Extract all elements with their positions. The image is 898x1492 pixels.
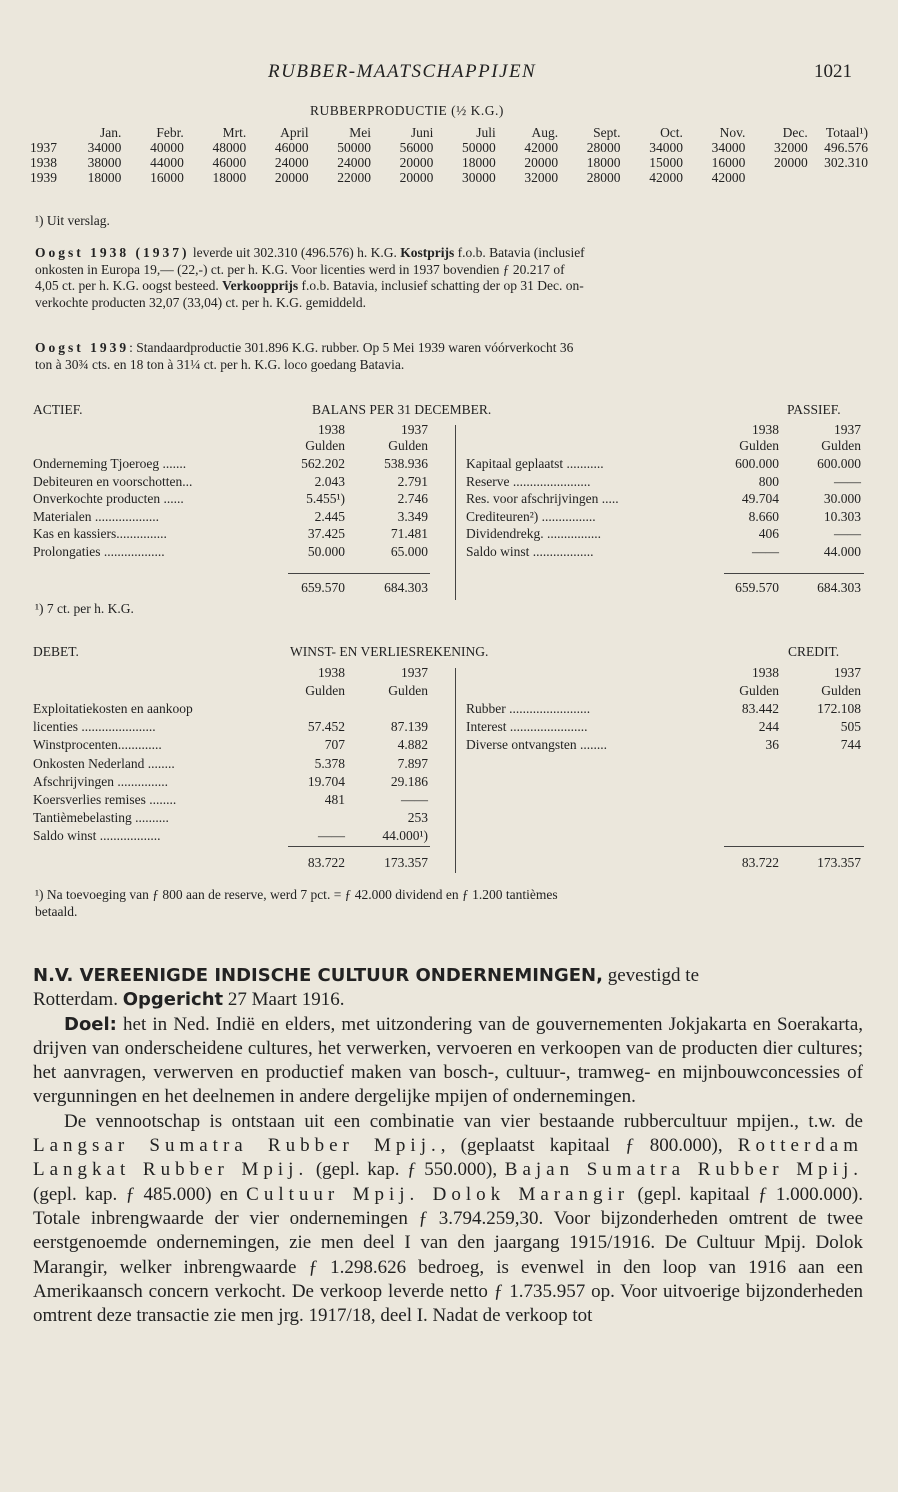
- ledger-label: Reserve .......................: [466, 473, 591, 489]
- production-cell: 50000: [462, 140, 496, 155]
- oogst-1939-lead: Oogst 1939: [35, 340, 130, 355]
- ledger-value-1937: 538.936: [384, 456, 428, 471]
- ledger-value-1937: 3.349: [397, 508, 428, 524]
- production-cell: 24000: [337, 155, 371, 170]
- production-cell: 28000: [586, 140, 621, 155]
- production-row: [30, 170, 868, 185]
- company-section: N.V. VEREENIGDE INDISCHE CULTUUR ONDERNEMINGEN, gevestigd te Rotterdam. Opgericht 27 Maart 1916. Doel: het in Ned. Indië en elders, met uitzondering van de gouvernementen Jokjakarta en Soerakarta, drijven van onderscheidene cultures, het verwerken, vervoeren en verkoopen van de producten dier cultures; het aanvragen, verwerven en productief maken van bosch-, cultuur-, tramweg- en mijnbouwconcessies of vergunningen en het deelnemen in andere dergelijke mpijen of ondernemingen. De vennootschap is ontstaan uit een combinatie van vier bestaande rubbercultuur mpijen., t.w. de Langsar Sumatra Rubber Mpij., (geplaatst kapitaal ƒ 800.000), Rotterdam Langkat Rubber Mpij. (gepl. kap. ƒ 550.000), Bajan Sumatra Rubber Mpij. (gepl. kap. ƒ 485.000) en Cultuur Mpij. Dolok Marangir (gepl. kapitaal ƒ 1.000.000). Totale inbrengwaarde der vier ondernemingen ƒ 3.794.259,30. Voor bijzonderheden omtrent de twee eerstgenoemde ondernemingen, zie men deel I van den jaargang 1915/1916. De Cultuur Mpij. Dolok Marangir, welker inbrengwaarde ƒ 1.298.626 bedroeg, is evenwel in den loop van 1916 aan een Amerikaansch concern verkocht. De verkoop leverde netto ƒ 1.735.957 op. Voor uitvoerige bijzonderheden omtrent deze transactie zie men jrg. 1917/18, deel I. Nadat de verkoop tot: [33, 965, 863, 1327]
- production-cell: 38000: [87, 155, 122, 170]
- ledger-label: Onkosten Nederland ........: [33, 755, 175, 771]
- ledger-label: Res. voor afschrijvingen .....: [466, 491, 619, 507]
- ledger-value-1937: 44.000¹): [382, 828, 428, 844]
- ledger-value-1937: 2.746: [397, 491, 428, 507]
- opgericht-label: Opgericht: [122, 989, 224, 1011]
- month-header: April: [280, 125, 309, 140]
- oogst-1938-lead: Oogst 1938 (1937): [35, 245, 190, 260]
- month-header: Juni: [410, 125, 434, 140]
- production-cell: 18000: [212, 170, 247, 185]
- production-cell: 30000: [462, 170, 496, 185]
- month-header: Mei: [349, 125, 371, 140]
- production-footnote: ¹) Uit verslag.: [35, 213, 110, 228]
- company-ref-4: Cultuur Mpij. Dolok Marangir: [246, 1183, 630, 1205]
- production-cell: 34000: [711, 140, 746, 155]
- ledger-value-1938: 562.202: [301, 456, 345, 471]
- pl-total-rule-left: [288, 846, 430, 847]
- production-cell: 42000: [524, 140, 559, 155]
- company-ref-1: Langsar Sumatra Rubber Mpij.: [33, 1135, 441, 1157]
- ledger-value-1938: 57.452: [307, 719, 345, 735]
- ledger-value-1938: 707: [324, 737, 345, 753]
- production-cell: [808, 170, 868, 185]
- balance-left-heading: ACTIEF.: [33, 402, 83, 417]
- ledger-label: Materialen ...................: [33, 508, 159, 524]
- ledger-label: Tantièmebelasting ..........: [33, 810, 169, 826]
- company-ref-3: Bajan Sumatra Rubber Mpij.: [504, 1159, 863, 1181]
- production-header-row: [30, 125, 868, 140]
- production-cell: 42000: [711, 170, 746, 185]
- month-header: Nov.: [719, 125, 746, 140]
- page-number: 1021: [814, 61, 852, 82]
- production-cell: 18000: [462, 155, 496, 170]
- ledger-value-1938: ——: [318, 828, 345, 844]
- ledger-value-1938: 481: [324, 792, 345, 807]
- ledger-label: Saldo winst ..................: [466, 544, 594, 559]
- production-cell: 20000: [399, 155, 434, 170]
- month-header: Oct.: [660, 125, 683, 140]
- ledger-label: Debiteuren en voorschotten...: [33, 473, 193, 489]
- month-header: Aug.: [531, 125, 559, 140]
- ledger-value-1938: 600.000: [735, 456, 779, 471]
- production-cell: 18000: [87, 170, 122, 185]
- month-header: Mrt.: [222, 125, 247, 140]
- balance-right-heading: PASSIEF.: [787, 402, 841, 417]
- oogst-1939-paragraph: Oogst 1939: Standaardproductie 301.896 K.G. rubber. Op 5 Mei 1939 waren vóórverkocht 36 ton à 30¾ cts. en 18 ton à 31¼ ct. per h. K.G. loco goedang Batavia.: [35, 340, 574, 372]
- ledger-value-1938: 5.378: [314, 755, 345, 771]
- oogst-1938-paragraph: Oogst 1938 (1937) leverde uit 302.310 (496.576) h. K.G. Kostprijs f.o.b. Batavia (inclusief onkosten in Europa 19,— (22,-) ct. per h. K.G. Voor licenties werd in 1937 bovendien ƒ 20.217 of 4,05 ct. per h. K.G. oogst besteed. Verkoopprijs f.o.b. Batavia, inclusief schatting der op 31 Dec. on- verkochte producten 32,07 (33,04) ct. per h. K.G. gemiddeld.: [35, 245, 585, 310]
- ledger-label: Koersverlies remises ........: [33, 792, 177, 807]
- production-cell: 46000: [212, 155, 247, 170]
- running-header-title: RUBBER-MAATSCHAPPIJEN: [268, 61, 537, 82]
- ledger-value-1938: 83.442: [741, 701, 779, 716]
- ledger-value-1937: 7.897: [397, 755, 428, 771]
- year-header-cell: [30, 125, 65, 140]
- ledger-label: Rubber ........................: [466, 701, 591, 716]
- pl-total-rule-right: [724, 846, 864, 847]
- ledger-value-1937: 30.000: [823, 491, 861, 507]
- production-table: [30, 125, 868, 185]
- balance-title: BALANS PER 31 DECEMBER.: [312, 402, 492, 417]
- balance-total-rule-left: [288, 573, 430, 574]
- production-cell: 48000: [212, 140, 247, 155]
- ledger-label: Dividendrekg. ................: [466, 526, 601, 542]
- pl-right-heading: CREDIT.: [788, 644, 840, 659]
- kostprijs-label: Kostprijs: [400, 245, 455, 260]
- ledger-value-1938: 2.445: [314, 508, 345, 524]
- balance-footnote: ¹) 7 ct. per h. K.G.: [35, 601, 134, 616]
- production-cell: 18000: [586, 155, 621, 170]
- ledger-value-1937: 2.791: [397, 473, 428, 489]
- production-cell: 50000: [337, 140, 371, 155]
- production-row: [30, 155, 868, 170]
- production-year: 1937: [30, 140, 57, 155]
- ledger-label: Afschrijvingen ...............: [33, 773, 168, 789]
- ledger-value-1937: 253: [407, 810, 428, 826]
- ledger-value-1937: 744: [840, 737, 861, 753]
- ledger-label: Interest .......................: [466, 719, 588, 735]
- doel-label: Doel:: [64, 1013, 117, 1035]
- pl-left-heading: DEBET.: [33, 644, 79, 659]
- production-cell: 24000: [274, 155, 309, 170]
- pl-footnote: ¹) Na toevoeging van ƒ 800 aan de reserve, werd 7 pct. = ƒ 42.000 dividend en ƒ 1.200 tantièmes betaald.: [35, 887, 558, 919]
- production-cell: 56000: [399, 140, 434, 155]
- ledger-value-1937: 29.186: [390, 773, 428, 789]
- production-title: RUBBERPRODUCTIE (½ K.G.): [310, 103, 504, 118]
- ledger-label: Kapitaal geplaatst ...........: [466, 456, 604, 471]
- ledger-value-1937: 4.882: [397, 737, 428, 753]
- ledger-label: Winstprocenten.............: [33, 737, 162, 753]
- ledger-label: Kas en kassiers...............: [33, 526, 167, 542]
- ledger-value-1937: ——: [834, 526, 861, 542]
- production-cell: 496.576: [824, 140, 868, 155]
- month-header: Dec.: [782, 125, 808, 140]
- production-cell: 32000: [524, 170, 559, 185]
- month-header: Febr.: [156, 125, 184, 140]
- production-cell: 20000: [274, 170, 309, 185]
- ledger-label: Onderneming Tjoeroeg .......: [33, 456, 187, 471]
- page: RUBBER-MAATSCHAPPIJEN 1021 RUBBERPRODUCTIE (½ K.G.) Jan. Febr. Mrt. April Mei Juni Juli Aug. Sept. Oct. Nov. Dec. Totaal¹) 1937 34000 40000 48000 46000 50000 56000 50000 42000 28000 34000 34000 32000 496.576 1938 38000 44000 46000 24000 24000 20000 18000 20000 18000 15000 16000 20000 302.310 1939 18000 16000 18000 20000 22000 20000 30000 32000 28000 42000 42000 ¹) Uit verslag. Oogst 1938 (1937) leverde uit 302.310 (496.576) h. K.G. Kostprijs f.o.b. Batavia (inclusief onkosten in Europa 19,— (22,-) ct. per h. K.G. Voor licenties werd in 1937 bovendien ƒ 20.217 of 4,05 ct. per h. K.G. oogst besteed. Verkoopprijs f.o.b. Batavia, inclusief schatting der op 31 Dec. on- verkochte producten 32,07 (33,04) ct. per h. K.G. gemiddeld. Oogst 1939: Standaardproductie 301.896 K.G. rubber. Op 5 Mei 1939 waren vóórverkocht 36 ton à 30¾ cts. en 18 ton à 31¼ ct. per h. K.G. loco goedang Batavia. ACTIEF. BALANS PER 31 DECEMBER. PASSIEF. 1938 1937 1938 1937 Gulden Gulden Gulden Gulden Onderneming Tjoeroeg ....... 562.202 538.936 Debiteuren en voorschotten... 2.043 2.791 Onverkochte producten ...... 5.455¹) 2.746 Materialen ................... 2.445 3.349 Kas en kassiers............... 37.425 71.481 Prolongaties .................. 50.000 65.000 Kapitaal geplaatst ........... 600.000 600.000 Reserve ....................... 800 —— Res. voor afschrijvingen ..... 49.704 30.000 Crediteuren²) ................ 8.660 10.303 Dividendrekg. ................ 406 —— Saldo winst .................. —— 44.000 659.570 684.303 659.570 684.303 ¹) 7 ct. per h. K.G. DEBET. WINST- EN VERLIESREKENING. CREDIT. 1938 1937 1938 1937 Gulden Gulden Gulden Gulden Exploitatiekosten en aankoop licenties ...................... 57.452 87.139 Winstprocenten............. 707 4.882 Onkosten Nederland ........ 5.378 7.897 Afschrijvingen ............... 19.704 29.186 Koersverlies remises ........ 481 —— Tantièmebelasting .......... 253 Saldo winst .................. —— 44.000¹) Rubber ........................ 83.442 172.108 Interest ....................... 244 505 Diverse ontvangsten ........ 36 744 83.722 173.357 83.722 173.357 ¹) Na toevoeging van ƒ 800 aan de reserve, werd 7 pct. = ƒ 42.000 dividend en ƒ 1.200 tantièmes betaald. N.V. VEREENIGDE INDISCHE CULTUUR ONDERNEMINGEN, gevestigd te Rotterdam. Opgericht 27 Maart 1916. Doel: het in Ned. Indië en elders, met uitzondering van de gouvernementen Jokjakarta en Soerakarta, drijven van onderscheidene cultures, het verwerken, vervoeren en verkoopen van de producten dier cultures; het aanvragen, verwerven en productief maken van bosch-, cultuur-, tramweg- en mijnbouwconcessies of vergunningen en het deelnemen in andere dergelijke mpijen of ondernemingen. De vennootschap is ontstaan uit een combinatie van vier bestaande rubbercultuur mpijen., t.w. de Langsar Sumatra Rubber Mpij., (geplaatst kapitaal ƒ 800.000), Rotterdam Langkat Rubber Mpij. (gepl. kap. ƒ 550.000), Bajan Sumatra Rubber Mpij. (gepl. kap. ƒ 485.000) en Cultuur Mpij. Dolok Marangir (gepl. kapitaal ƒ 1.000.000). Totale inbrengwaarde der vier ondernemingen ƒ 3.794.259,30. Voor bijzonderheden omtrent de twee eerstgenoemde ondernemingen, zie men deel I van den jaargang 1915/1916. De Cultuur Mpij. Dolok Marangir, welker inbrengwaarde ƒ 1.298.626 bedroeg, is evenwel in den loop van 1916 aan een Amerikaansch concern verkocht. De verkoop leverde netto ƒ 1.735.957 op. Voor uitvoerige bijzonderheden omtrent deze transactie zie men jrg. 1917/18, deel I. Nadat de verkoop tot: [0, 0, 898, 1492]
- month-header: Jan.: [100, 125, 122, 140]
- ledger-value-1937: 172.108: [817, 701, 861, 716]
- ledger-label: Onverkochte producten ......: [33, 491, 184, 507]
- company-name: N.V. VEREENIGDE INDISCHE CULTUUR ONDERNEMINGEN,: [33, 965, 603, 986]
- ledger-label: Diverse ontvangsten ........: [466, 737, 607, 753]
- ledger-value-1937: 44.000: [823, 544, 861, 559]
- ledger-label: Prolongaties ..................: [33, 544, 165, 559]
- production-cell: 22000: [337, 170, 371, 185]
- production-cell: 15000: [649, 155, 683, 170]
- ledger-label: Exploitatiekosten en aankoop: [33, 701, 193, 716]
- production-cell: 20000: [773, 155, 808, 170]
- production-cell: 32000: [773, 140, 808, 155]
- ledger-label: licenties ......................: [33, 719, 156, 735]
- balance-divider: [455, 425, 456, 600]
- production-cell: 34000: [87, 140, 122, 155]
- pl-title: WINST- EN VERLIESREKENING.: [290, 644, 489, 659]
- month-header: Juli: [476, 125, 496, 140]
- pl-divider: [455, 668, 456, 873]
- production-cell: 20000: [524, 155, 559, 170]
- production-cell: 20000: [399, 170, 434, 185]
- production-row: [30, 140, 868, 155]
- ledger-value-1938: 2.043: [314, 473, 345, 489]
- production-year: 1939: [30, 170, 57, 185]
- production-cell: 16000: [150, 170, 184, 185]
- company-ref-2: Rotterdam Langkat Rubber Mpij.: [33, 1135, 863, 1181]
- month-header: Sept.: [593, 125, 621, 140]
- production-cell: 44000: [150, 155, 184, 170]
- ledger-value-1938: 49.704: [741, 491, 779, 507]
- ledger-value-1938: 8.660: [748, 508, 779, 524]
- verkoopprijs-label: Verkoopprijs: [222, 278, 299, 293]
- ledger-value-1937: 600.000: [817, 456, 861, 471]
- ledger-value-1938: 50.000: [307, 544, 345, 559]
- ledger-value-1937: ——: [401, 792, 428, 807]
- production-cell: 28000: [586, 170, 621, 185]
- production-cell: 16000: [711, 155, 746, 170]
- balance-total-rule-right: [724, 573, 864, 574]
- ledger-value-1937: 87.139: [390, 719, 428, 735]
- ledger-value-1938: 244: [758, 719, 779, 735]
- production-cell: [745, 170, 807, 185]
- production-cell: 40000: [150, 140, 184, 155]
- ledger-value-1938: 36: [765, 737, 779, 753]
- ledger-value-1938: 406: [758, 526, 779, 542]
- ledger-value-1938: 5.455¹): [306, 491, 345, 507]
- production-cell: 42000: [649, 170, 683, 185]
- ledger-value-1937: 10.303: [823, 508, 861, 524]
- ledger-value-1937: 65.000: [390, 544, 428, 559]
- production-cell: 34000: [649, 140, 683, 155]
- month-header: Totaal¹): [825, 125, 868, 140]
- ledger-value-1938: ——: [752, 544, 779, 559]
- production-cell: 302.310: [824, 155, 868, 170]
- production-cell: 46000: [274, 140, 309, 155]
- ledger-value-1937: 505: [840, 719, 861, 735]
- ledger-value-1938: 800: [758, 473, 779, 489]
- ledger-value-1937: ——: [834, 473, 861, 489]
- ledger-value-1938: 37.425: [307, 526, 345, 542]
- ledger-value-1937: 71.481: [390, 526, 428, 542]
- ledger-label: Saldo winst ..................: [33, 828, 161, 844]
- production-year: 1938: [30, 155, 57, 170]
- ledger-value-1938: 19.704: [307, 773, 345, 789]
- ledger-label: Crediteuren²) ................: [466, 508, 596, 524]
